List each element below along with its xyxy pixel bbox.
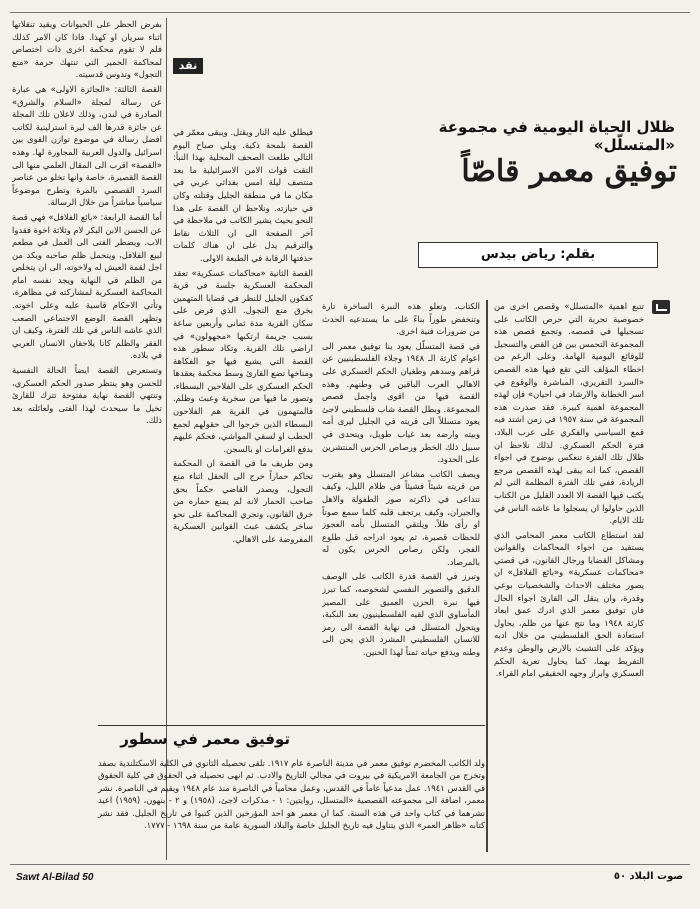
- top-rule: [10, 12, 690, 13]
- paragraph: في قصة المتسلّل يعود بنا توفيق معمر الى اعوام كارثة الـ ١٩٤٨ وجلاء الفلسطينيين عن قراهم وسدهم وطغيان الحكم العسكري على الاهالي العرب الباقين في وطنهم. وهذه القصة فيها من اقوى واجمل قصص المجموعة. وبطل القصة شاب فلسطيني لاجئ يعود متسللاً الى قريته في الجليل ليرى أمه وبيته وارضه بعد غياب طويل، ويتحدى في سبيل ذلك الخطر ورصاص الحرس المنتشرين على الحدود.: [322, 340, 480, 465]
- paragraph: وتستعرض القصة ايضاً الحالة النفسية للحسن وهو ينتظر صدور الحكم العسكري، وتنتهي القصة نهاية مفتوحة تترك للقارئ تخيل ما سيحدث لهذا الفتى ولعائلته بعد ذلك.: [12, 365, 162, 426]
- section-tag: نقد: [173, 58, 203, 74]
- paragraph: ومن طريف ما في القصة ان المحكمة تحاكم حماراً خرج الى الحقل اثناء منع التجول، ويصدر القاضي حكماً بحق صاحب الحمار لانه لم يمنع حماره من خرق القانون، وتجري المحاكمة على نحو ساخر يكشف عبث القوانين العسكرية المفروضة على الاهالي.: [173, 458, 313, 544]
- bio-box-title: توفيق معمر في سطور: [120, 730, 290, 748]
- bio-box-text: ولد الكاتب المخضرم توفيق معمر في مدينة الناصرة عام ١٩١٧. تلقى تحصيله الثانوي في الكلية الاسكتلندية بصفد وتخرج من الجامعة الامريكية في بيروت في مجالي التاريخ والادب. ثم انهى تحصيله في الحقوق في كلية الحقوق في القدس ١٩٤١. عمل مدعياً عاماً في القدس، وعمل محامياً في الناصرة منذ عام ١٩٤٨ ويقيم في الناصرة. نشر معمر، اضافة الى مجموعته القصصية «المتسلل، روايتين: ١ - مذكرات لاجئ، (١٩٥٨) و ٢ - بنهون، (١٩٥٩) اعيد نشرهما في كتاب واحد في هذه السنة. كما ان معمر هو احد المؤرخين الذين كتبوا في تاريخ الجليل. فقد نشر كتابه «ظاهر العمر» الذي يتناول فيه تاريخ الجليل خاصة والبلاد السورية عامة من سنة ١٦٩٨ - ١٧٧٧.: [98, 758, 485, 831]
- paragraph: الكتاب، وتعلو هذه النبرة الساخرة تارة وتنخفض طوراً بناءً على ما يستدعيه الحدث من ضرورات فنية اخرى.: [322, 301, 480, 337]
- paragraph: أما القصة الرابعة: «بائع الفلافل» فهي قصة عن الحسن الابن البكر لام وثلاثة اخوة فقدوا الاب. ويضطر الفتى الى العمل في مطعم لبيع الفلافل، ويتحمل ظلم صاحبه ويكد من اجل لقمة العيش له ولاخوته، الى ان يتخلص من الظلم في النهاية ويجد نفسه امام المحاكمة العسكرية لمشاركته في مظاهرة، وتأتي الاحكام قاسية عليه وعلى اخوته. وتظهر القصة الوضع الاجتماعي الصعب الذي عاشه الناس في تلك الفترة، وكيف ان الفقر والظلم كانا يلاحقان الانسان العربي في بلاده.: [12, 211, 162, 361]
- paragraph: وتبرز في القصة قدرة الكاتب على الوصف الدقيق والتصوير النفسي لشخوصه، كما تبرز فيها نبرة الحزن العميق على المصير المأساوي الذي لقيه الفلسطينيون بعد النكبة، ويتحول المتسلل في نهاية القصة الى رمز للانسان الفلسطيني المشرد الذي يحن الى وطنه ويدفع حياته ثمناً لهذا الحنين.: [322, 571, 480, 658]
- column-divider: [486, 300, 488, 852]
- series-title: ظلال الحياة اليومية في مجموعة «المتسلّل»: [438, 118, 675, 154]
- paragraph: القصة الثانية «محاكمات عسكرية» تعقد المحكمة العسكرية جلسة في قرية كفكون الجليل للنظر في قضايا المتهمين بخرق منع التجول. الذي فرض على سكان القرية مدة ثماني وأربعين ساعة بسبب جريمة ارتكبها «مجهولون» في اراضي تلك القرية. وتكاد سطور هذه القصة التي يشيع فيها جو الفكاهة ومناخها تضع القارئ وسط محكمة يعقدها الحكم العسكري على الفلاحين البسطاء، وتصور ما فيها من سخرية وعبث وظلم. فالمتهمون في القرية هم الفلاحون البسطاء الذين خرجوا الى حقولهم لجمع الحطب او لسقي المواشي، فحكم عليهم بدفع الغرامات او بالسجن.: [173, 267, 313, 454]
- footer-page-label-arabic: صوت البلاد ٥٠: [613, 871, 683, 882]
- paragraph: ويصف الكاتب مشاعر المتسلل وهو يقترب من قريته شيئاً فشيئاً في ظلام الليل، وكيف تتداعى في ذاكرته صور الطفولة والاهل والجيران، وكيف يرتجف قلبه كلما سمع صوتاً او رأى ظلاً. ويلتقي المتسلل بأمه العجوز للحظات قصيرة، ثم يعود ادراجه قبل طلوع الفجر، ولكن رصاص الحرس يكون له بالمرصاد.: [322, 468, 480, 567]
- column-mid-left: [173, 126, 313, 718]
- paragraph: فيطلق عليه النار ويقتل. ويبقى معمّر في القصة بلمحة ذكية. ويلي صباح اليوم التالي طلعت الصحف المحلية بهذا النبأ: التقت قوات الامن الاسرائيلية ما بعد منتصف ليلة امس بفدائي عربي في مكان ما في منطقة الجليل وقتلته وكان في حيازته. ونلاحظ ان القصة على هذا النحو بحيث يشير الكاتب في ملاحظة في آخر الصفحة الى ان الثلاث نقاط والترقيم يدل على ان هناك كلمات حذفتها الرقابة في الطبعة الاولى.: [173, 127, 313, 263]
- byline: بقلم: رياض بيدس: [418, 242, 658, 268]
- column-mid-right: [322, 300, 480, 718]
- paragraph: القصة الثالثة: «الجائزة الاولى» هي عبارة عن رسالة لمجلة «السلام والشرق» الصادرة في لندن، وذلك لاعلان تلك المجلة عن جائزة قدرها الف ليرة استرلينية لكاتب افضل رسالة في موضوع توازن القوى بين اسرائيل والدول العربية المجاورة لها. وهذه «القصة» اقرب الى المقال العلمي منها الى القصة القصيرة، خاصة وانها تخلو من عناصر السرد القصصي بالمرة وتطرح موضوعاً سياسياً مباشراً من خلال الرسالة.: [12, 83, 162, 208]
- footer-page-label: Sawt Al-Bilad 50: [16, 872, 94, 883]
- bottom-rule: [10, 864, 690, 865]
- paragraph: بفرض الحظر على الحيوانات ويقيد تنقلاتها اثناء سريان او كهذا. فاذا كان الامر كذلك فلم لا تقوم محكمة اخرى ذات اختصاص لمحاكمة الحمير التي تنتهك حرمة «منع التجول» وتدوس قدسيته.: [12, 19, 162, 80]
- paragraph: تتبع اهمية «المتسلل» وقصص اخرى من خصوصية تجربة التي حرص الكاتب على تسجيلها في قصصه. وتجمع قصص هذه المجموعة التحمس بين فن القص والتسجيل للوقائع اليومية الهامة. وعلى الرغم من اخطاء المؤلف التي تقع فيها هذه القصص «السرد التقريري، المباشرة والوقوع في اسر الخطابة والارشاد في احيان» فإن لهذه المجموعة اهمية كبيرة. فقد صدرت هذه المجموعة في سنة ١٩٥٧ في زمن اشتد فيه قمع السياسي والفكري على عرب البلاد، فترة الحكم العسكري. لذلك نلاحظ ان ظلال تلك الفترة تنعكس بوضوح في اجواء القصص، كما انه يبقى لهذه القصص مرجع الريادة، ففي تلك الفترة المظلمة التي لم يكتب فيها القصة الا العدد القليل من الكتاب الذين حاولوا ان يسجلوا ما عاشه الناس في تلك الايام.: [494, 301, 644, 526]
- article-title: توفيق معمر قاصّاً: [461, 154, 677, 189]
- column-far-right: [494, 300, 644, 860]
- magazine-logo-icon: [652, 300, 670, 314]
- paragraph: لقد استطاع الكاتب معمر المحامي الذي يستقيد من اجواء المحاكمات والقوانين ومشاكل القضايا ورجال القانون، في قصتي «محاكمات عسكرية» و«بائع الفلافل» ان يصور مختلف الاحداث والشخصيات بوعي وقدرة، وان ينقل الى القارئ اجواء الحال فان توفيق معمر الذي ادرك عمق ابعاد كارثة ١٩٤٨ وما نتج عنها من ظلم، يحاول استعادة الحق الفلسطيني من خلال ادبه ويؤكد على التشبث بالارض والوطن وعدم التفريط بهما، كما يحاول تعرية الحكم العسكري وابراز وجهه الحقيقي امام القراء.: [494, 529, 644, 679]
